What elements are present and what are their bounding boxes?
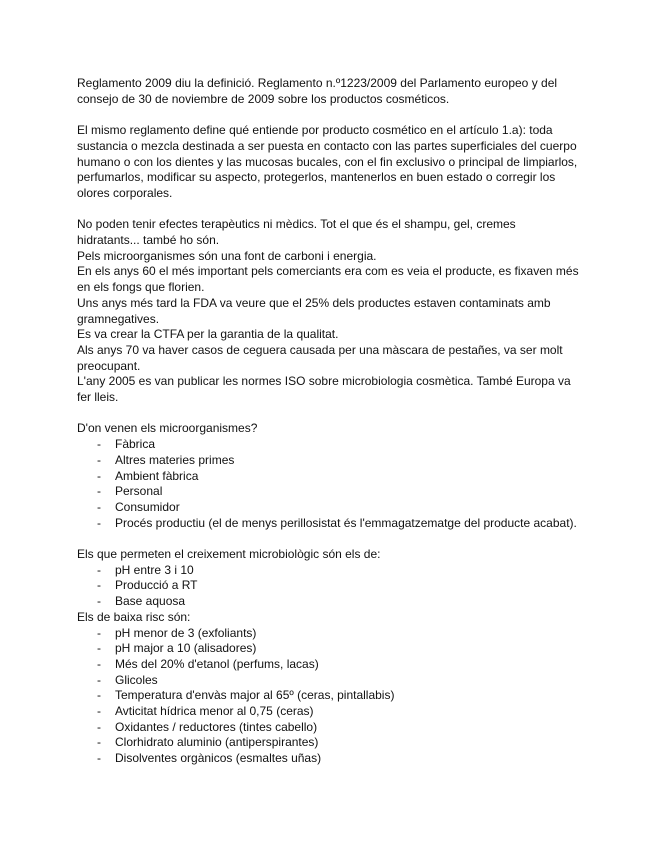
history-line: En els anys 60 el més important pels comerciants era com es veia el producte, es fixaven més en els fongs que florien. xyxy=(77,264,579,295)
list-item: - Altres materies primes xyxy=(95,453,580,469)
history-line: No poden tenir efectes terapèutics ni mèdics. Tot el que és el shampu, gel, cremes hidratants... també ho són. xyxy=(77,217,516,247)
list-item: - Personal xyxy=(95,484,580,500)
sources-heading: D'on venen els microorganismes? xyxy=(77,421,258,436)
list-item: - Producció a RT xyxy=(95,578,580,594)
paragraph-spacer xyxy=(77,406,580,422)
list-item: - Disolventes orgànicos (esmaltes uñas) xyxy=(95,751,580,767)
lowrisk-list xyxy=(77,626,580,767)
lowrisk-heading: Els de baixa risc són: xyxy=(77,609,191,624)
list-item: - Fàbrica xyxy=(95,437,580,453)
list-item: - Oxidantes / reductores (tintes cabello) xyxy=(95,720,580,736)
growth-list xyxy=(77,563,580,610)
list-item: - Consumidor xyxy=(95,500,580,516)
growth-heading: Els que permeten el creixement microbiològic són els de: xyxy=(77,547,381,562)
list-item: - Avticitat hídrica menor al 0,75 (ceras) xyxy=(95,704,580,720)
history-line: L'any 2005 es van publicar les normes ISO sobre microbiologia cosmètica. També Europa va fer lleis. xyxy=(77,374,571,405)
history-line: Pels microorganismes són una font de carboni i energia. xyxy=(77,248,377,263)
list-item: - Ambient fàbrica xyxy=(95,469,580,485)
intro-paragraph-regulation: Reglamento 2009 diu la definició. Reglamento n.º1223/2009 del Parlamento europeo y del consejo de 30 de noviembre de 2009 sobre los productos cosméticos. xyxy=(77,76,558,106)
list-item: - Més del 20% d'etanol (perfums, lacas) xyxy=(95,657,580,673)
history-line: Es va crear la CTFA per la garantia de la qualitat. xyxy=(77,327,339,342)
list-item: - Temperatura d'envàs major al 65º (ceras, pintallabis) xyxy=(95,688,580,704)
history-line: Als anys 70 va haver casos de ceguera causada per una màscara de pestañes, va ser molt preocupant. xyxy=(77,342,563,373)
paragraph-spacer xyxy=(77,531,580,547)
sources-list xyxy=(77,437,580,531)
paragraph-spacer xyxy=(77,202,580,218)
list-item: - pH entre 3 i 10 xyxy=(95,563,580,579)
list-item: - Glicoles xyxy=(95,673,580,689)
document-body xyxy=(77,76,580,767)
list-item: - Procés productiu (el de menys perillosistat és l'emmagatzematge del producte acabat). xyxy=(95,516,580,532)
history-line: Uns anys més tard la FDA va veure que el 25% dels productes estaven contaminats amb gramnegatives. xyxy=(77,295,551,326)
list-item: - pH menor de 3 (exfoliants) xyxy=(95,626,580,642)
paragraph-spacer xyxy=(77,107,580,123)
intro-paragraph-definition: El mismo reglamento define qué entiende por producto cosmético en el artículo 1.a): toda sustancia o mezcla destinada a ser puesta en contacto con las partes superficiales del cuerpo humano o con los dientes y las mucosas bucales, con el fin exclusivo o principal de limpiarlos, perfumarlos, modificar su aspecto, protegerlos, mantenerlos en buen estado o corregir los olores corporales. xyxy=(77,123,578,200)
list-item: - pH major a 10 (alisadores) xyxy=(95,641,580,657)
list-item: - Clorhidrato aluminio (antiperspirantes) xyxy=(95,735,580,751)
list-item: - Base aquosa xyxy=(95,594,580,610)
